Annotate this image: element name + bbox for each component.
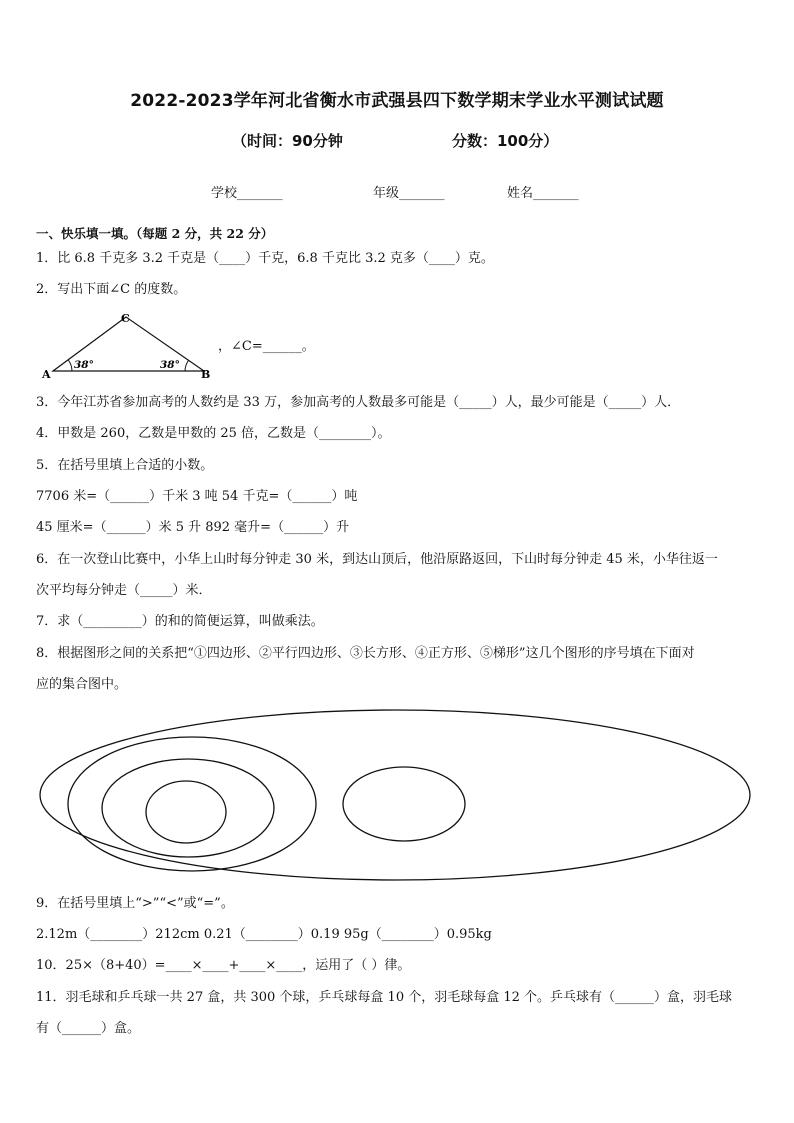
angle-a-arc — [68, 360, 72, 371]
triangle-figure — [36, 308, 226, 382]
question-11-line-2: 有（______）盒。 — [36, 1021, 141, 1036]
question-3: 3．今年江苏省参加高考的人数约是 33 万，参加高考的人数最多可能是（_____）人，最少可能是（_____）人． — [36, 395, 681, 410]
question-8-line-1: 8．根据图形之间的关系把“①四边形、②平行四边形、③长方形、④正方形、⑤梯形”这几个图形的序号填在下面对 — [36, 646, 695, 661]
set-square[interactable] — [146, 781, 226, 843]
set-trapezoid[interactable] — [343, 767, 465, 841]
question-9: 9．在括号里填上“>”“<”或“=”。 — [36, 896, 234, 911]
set-quadrilateral[interactable] — [40, 710, 750, 880]
exam-time: （时间：90分钟 — [232, 132, 343, 150]
name-field[interactable]: 姓名_______ — [507, 186, 579, 201]
question-5-line-1: 7706 米=（______）千米 3 吨 54 千克=（______）吨 — [36, 489, 358, 504]
question-6-line-2: 次平均每分钟走（_____）米． — [36, 583, 212, 598]
question-9-line: 2.12m（________）212cm 0.21（________）0.19 95g（________）0.95kg — [36, 927, 492, 942]
exam-score: 分数：100分） — [452, 132, 559, 150]
page-title: 2022-2023学年河北省衡水市武强县四下数学期末学业水平测试试题 — [130, 91, 664, 111]
question-6-line-1: 6．在一次登山比赛中，小华上山时每分钟走 30 米，到达山顶后，他沿原路返回，下山时每分钟走 45 米，小华往返一 — [36, 552, 718, 567]
vertex-a-label: A — [42, 368, 51, 381]
question-7: 7．求（_________）的和的简便运算，叫做乘法。 — [36, 614, 324, 629]
question-2: 2．写出下面∠C 的度数。 — [36, 282, 187, 297]
set-parallelogram[interactable] — [68, 737, 316, 871]
question-11-line-1: 11．羽毛球和乒乓球一共 27 盒，共 300 个球，乒乓球每盒 10 个，羽毛球每盒 12 个。乒乓球有（______）盒，羽毛球 — [36, 990, 733, 1005]
set-rectangle[interactable] — [102, 759, 274, 857]
angle-b-arc — [185, 360, 189, 371]
school-field[interactable]: 学校_______ — [211, 186, 283, 201]
question-1: 1．比 6.8 千克多 3.2 千克是（____）千克，6.8 千克比 3.2 克多（____）克。 — [36, 251, 494, 266]
set-diagram — [36, 704, 760, 886]
question-10: 10．25×（8+40）=____×____+____×____，运用了（ ）律。 — [36, 958, 411, 973]
grade-field[interactable]: 年级_______ — [373, 186, 445, 201]
question-8-line-2: 应的集合图中。 — [36, 677, 128, 692]
angle-a-label: 38° — [74, 359, 94, 371]
vertex-c-label: C — [121, 312, 130, 325]
section-heading: 一、快乐填一填。（每题 2 分，共 22 分） — [36, 226, 274, 241]
question-4: 4．甲数是 260，乙数是甲数的 25 倍，乙数是（________）。 — [36, 426, 391, 441]
question-5-line-2: 45 厘米=（______）米 5 升 892 毫升=（______）升 — [36, 520, 350, 535]
question-5: 5．在括号里填上合适的小数。 — [36, 458, 214, 473]
angle-b-label: 38° — [160, 359, 180, 371]
vertex-b-label: B — [201, 368, 211, 381]
angle-c-answer[interactable]: ，∠C=______。 — [218, 339, 315, 354]
